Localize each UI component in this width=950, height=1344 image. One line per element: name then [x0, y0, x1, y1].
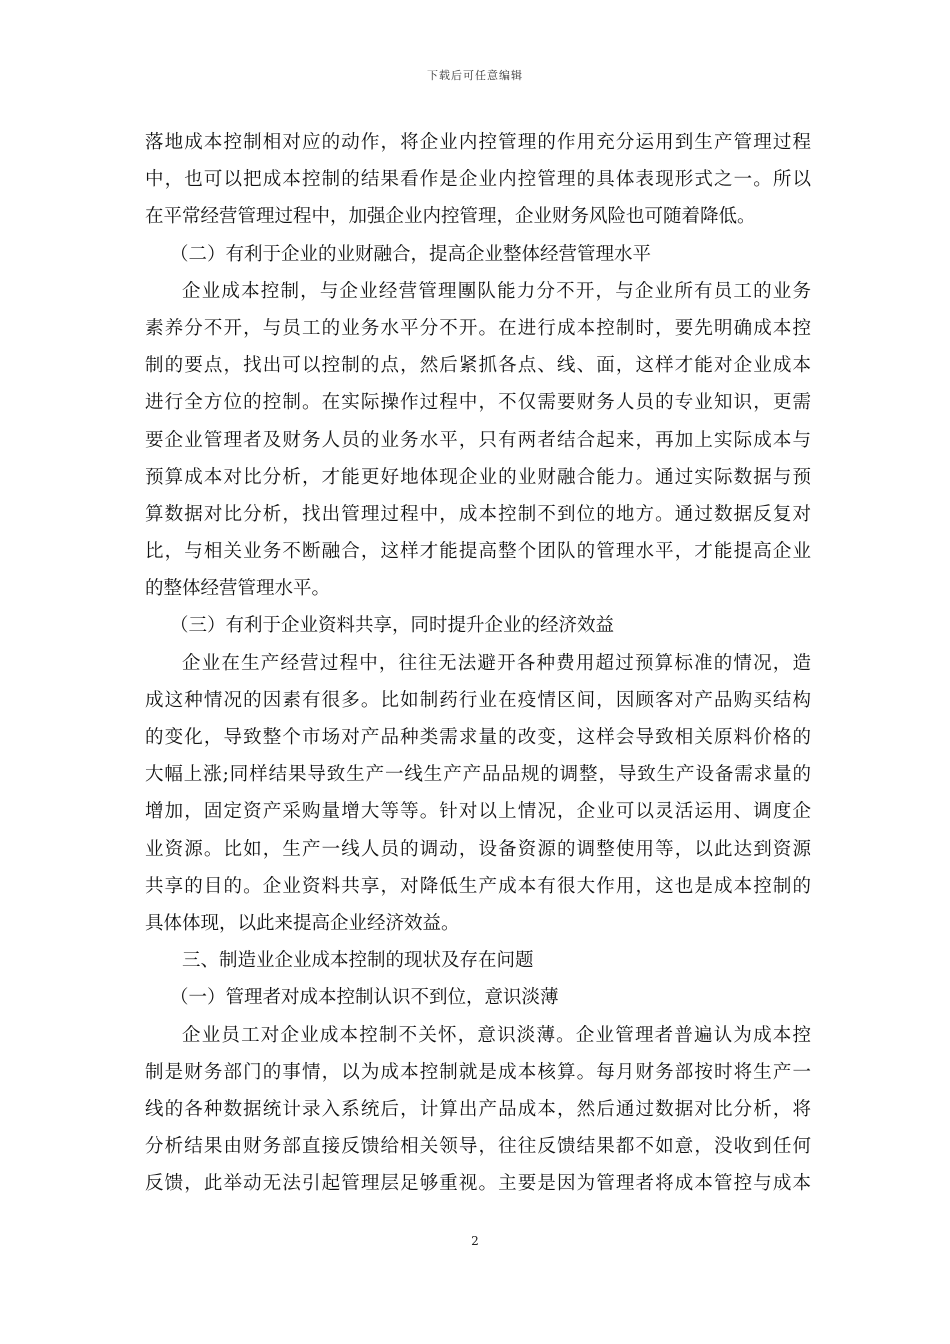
body-text-line: 分析结果由财务部直接反馈给相关领导，往往反馈结果都不如意，没收到任何 — [145, 1136, 811, 1158]
body-text-line: 素养分不开，与员工的业务水平分不开。在进行成本控制时，要先明确成本控 — [145, 317, 811, 339]
body-text-line: 业资源。比如，生产一线人员的调动，设备资源的调整使用等，以此达到资源 — [145, 838, 811, 860]
section-heading-line: （三）有利于企业资料共享，同时提升企业的经济效益 — [170, 615, 615, 637]
body-text-line: 具体体现，以此来提高企业经济效益。 — [145, 912, 460, 934]
body-text-line: 比，与相关业务不断融合，这样才能提高整个团队的管理水平，才能提高企业 — [145, 541, 811, 563]
body-text-line: 制的要点，找出可以控制的点，然后紧抓各点、线、面，这样才能对企业成本 — [145, 355, 811, 377]
page-number: 2 — [471, 1234, 479, 1248]
body-text-line: 增加，固定资产采购量增大等等。针对以上情况，企业可以灵活运用、调度企 — [145, 801, 811, 823]
body-text-line: 大幅上涨;同样结果导致生产一线生产产品品规的调整，导致生产设备需求量的 — [145, 764, 811, 786]
body-text-line: 的整体经营管理水平。 — [145, 578, 331, 600]
body-text-line: 中，也可以把成本控制的结果看作是企业内控管理的具体表现形式之一。所以 — [145, 169, 811, 191]
body-text-line: 落地成本控制相对应的动作，将企业内控管理的作用充分运用到生产管理过程 — [145, 132, 811, 153]
section-heading-line: 三、制造业企业成本控制的现状及存在问题 — [182, 950, 534, 972]
body-text-line: 制是财务部门的事情，以为成本控制就是成本核算。每月财务部按时将生产一 — [145, 1061, 811, 1083]
body-text-line: 线的各种数据统计录入系统后，计算出产品成本，然后通过数据对比分析，将 — [145, 1098, 811, 1120]
body-text-line: 进行全方位的控制。在实际操作过程中，不仅需要财务人员的专业知识，更需 — [145, 392, 811, 414]
body-text-line: 在平常经营管理过程中，加强企业内控管理，企业财务风险也可随着降低。 — [145, 206, 756, 228]
body-text-line: 算数据对比分析，找出管理过程中，成本控制不到位的地方。通过数据反复对 — [145, 503, 811, 525]
section-heading-line: （二）有利于企业的业财融合，提高企业整体经营管理水平 — [170, 243, 652, 265]
section-heading-line: （一）管理者对成本控制认识不到位，意识淡薄 — [170, 987, 559, 1009]
body-text-line: 企业在生产经营过程中，往往无法避开各种费用超过预算标准的情况，造 — [182, 652, 811, 674]
body-text-line: 企业员工对企业成本控制不关怀，意识淡薄。企业管理者普遍认为成本控 — [182, 1024, 811, 1046]
body-text-line: 成这种情况的因素有很多。比如制药行业在疫情区间，因顾客对产品购买结构 — [145, 689, 811, 711]
body-text-line: 反馈，此举动无法引起管理层足够重视。主要是因为管理者将成本管控与成本 — [145, 1173, 811, 1195]
body-text-line: 企业成本控制，与企业经营管理團队能力分不开，与企业所有员工的业务 — [182, 280, 811, 302]
page-header: 下载后可任意编辑 — [427, 69, 523, 82]
body-text-line: 预算成本对比分析，才能更好地体现企业的业财融合能力。通过实际数据与预 — [145, 466, 811, 488]
body-text-line: 要企业管理者及财务人员的业务水平，只有两者结合起来，再加上实际成本与 — [145, 429, 811, 451]
body-text-line: 共享的目的。企业资料共享，对降低生产成本有很大作用，这也是成本控制的 — [145, 875, 811, 897]
body-text-line: 的变化，导致整个市场对产品种类需求量的改变，这样会导致相关原料价格的 — [145, 727, 811, 748]
document-body — [145, 124, 811, 1202]
